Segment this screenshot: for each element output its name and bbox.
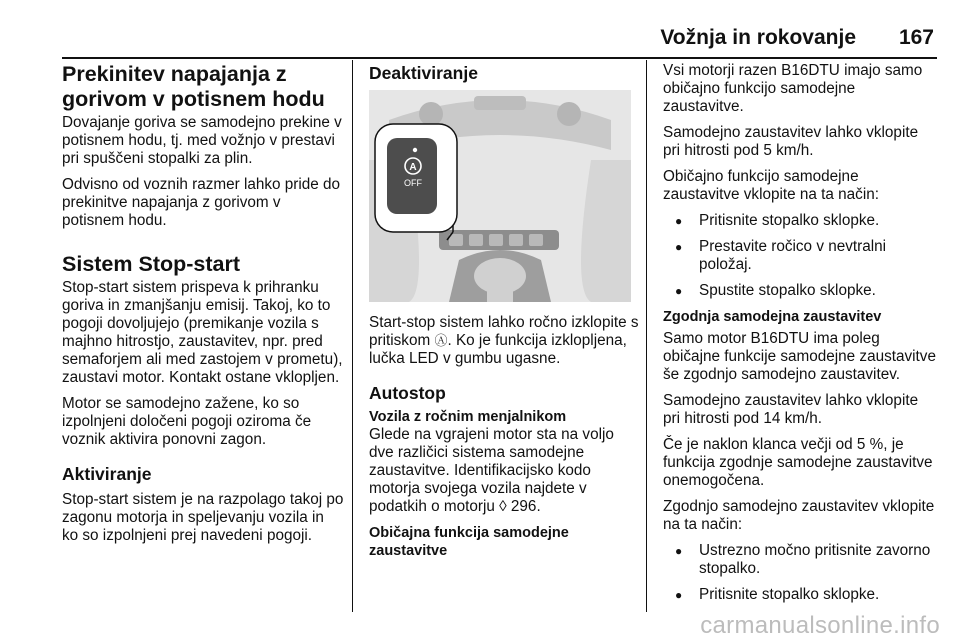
subheading-normal-autostop: Običajna funkcija samodejne zaustavitve — [369, 525, 569, 559]
steps-list — [663, 542, 938, 604]
paragraph: Samo motor B16DTU ima poleg običajne funkcije samodejne zaustavitve še zgodnjo samodejno zaustavitev. — [663, 330, 936, 383]
list-item: ● Pritisnite stopalko sklopke. — [663, 212, 938, 230]
column-left — [62, 62, 344, 553]
paragraph: Stop-start sistem prispeva k prihranku goriva in zmanjšanju emisij. Takoj, ko to pogoji dovoljujejo (premikanje vozila s majhno hitrostjo, zaustavitev, npr. pred semaforjem ali med zastojem v prometu), zaustavi motor. Kontakt ostane vklopljen. — [62, 279, 343, 386]
paragraph: Samodejno zaustavitev lahko vklopite pri hitrosti pod 14 km/h. — [663, 392, 919, 427]
paragraph: Glede na vgrajeni motor sta na voljo dve različici sistema samodejne zaustavitve. Identifikacijsko kodo motorja svojega vozila najdete v podatkih o motorju ◊ 296. — [369, 426, 614, 515]
paragraph: Stop-start sistem je na razpolago takoj po zagonu motorja in speljevanju vozila in ko so izpolnjeni prej navedeni pogoji. — [62, 491, 344, 544]
page-reference-icon: ◊ — [499, 498, 507, 515]
paragraph: Motor se samodejno zažene, ko so izpolnjeni določeni pogoji oziroma če voznik aktivira ponovni zagon. — [62, 395, 312, 448]
paragraph: Zgodnjo samodejno zaustavitev vklopite na ta način: — [663, 498, 935, 533]
off-label: OFF — [404, 178, 422, 188]
paragraph: Dovajanje goriva se samodejno prekine v potisnem hodu, tj. med vožnjo v prestavi pri spuščeni stopalki za plin. — [62, 114, 342, 167]
column-divider — [646, 60, 647, 612]
subheading-early-autostop: Zgodnja samodejna zaustavitev — [663, 309, 882, 325]
paragraph: Običajno funkcijo samodejne zaustavitve vklopite na ta način: — [663, 168, 879, 203]
list-item: ● Ustrezno močno pritisnite zavorno stopalko. — [663, 542, 938, 578]
paragraph: Samodejno zaustavitev lahko vklopite pri hitrosti pod 5 km/h. — [663, 124, 919, 159]
column-middle — [369, 62, 639, 560]
column-right — [663, 62, 938, 612]
subheading-manual-transmission: Vozila z ročnim menjalnikom — [369, 409, 567, 425]
page-number: 167 — [898, 26, 934, 49]
list-item: ● Pritisnite stopalko sklopke. — [663, 586, 938, 604]
steps-list — [663, 212, 938, 300]
list-item: ● Prestavite ročico v nevtralni položaj. — [663, 238, 938, 274]
subheading-deactivation: Deaktiviranje — [369, 63, 478, 83]
paragraph: Vsi motorji razen B16DTU imajo samo običajno funkcijo samodejne zaustavitve. — [663, 62, 923, 115]
page-header-title: Vožnja in rokovanje — [660, 26, 856, 49]
header-divider — [62, 57, 937, 59]
svg-text:A: A — [409, 162, 417, 173]
column-divider — [352, 60, 353, 612]
stop-start-icon: Ⓐ — [434, 333, 448, 348]
section-heading-stop-start: Sistem Stop-start — [62, 252, 241, 276]
subheading-autostop: Autostop — [369, 383, 446, 403]
section-heading-fuel-cutoff: Prekinitev napajanja z gorivom v potisnem hodu — [62, 62, 325, 111]
paragraph: Če je naklon klanca večji od 5 %, je funkcija zgodnje samodejne zaustavitve onemogočena. — [663, 436, 933, 489]
paragraph: Start-stop sistem lahko ročno izklopite s pritiskom Ⓐ. Ko je funkcija izklopljena, lučka LED v gumbu ugasne. — [369, 314, 639, 367]
paragraph: Odvisno od voznih razmer lahko pride do prekinitve napajanja z gorivom v potisnem hodu. — [62, 176, 341, 229]
dashboard-figure — [369, 90, 631, 302]
list-item: ● Spustite stopalko sklopke. — [663, 282, 938, 300]
subheading-activation: Aktiviranje — [62, 464, 152, 484]
page-reference-link[interactable]: 296. — [506, 498, 541, 515]
watermark: carmanualsonline.info — [700, 612, 940, 639]
